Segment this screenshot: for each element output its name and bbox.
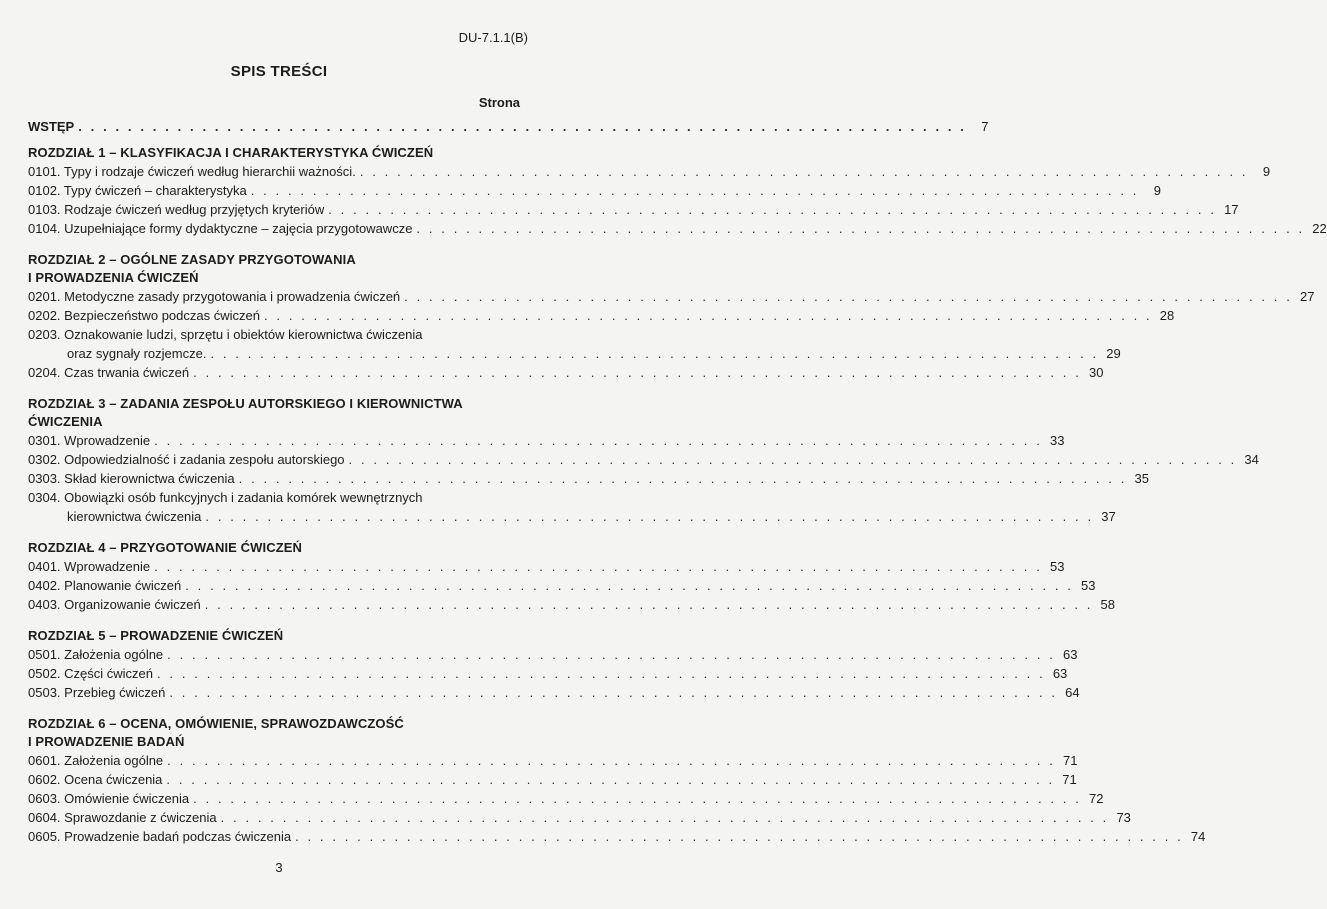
toc-entry-label: 0502. Części ćwiczeń	[28, 666, 153, 681]
toc-chapter	[28, 395, 1259, 533]
toc-entry-label: 0301. Wprowadzenie	[28, 433, 151, 448]
dot-leader: . . . . . . . . . . . . . . . . . . . . . . . . . . . . . . . . . . . . . . . . . . . . . . . . . . . . . . . . . . . . . . . . . . . . . . . .	[416, 221, 1305, 236]
toc-entry-label: 0503. Przebieg ćwiczeń	[28, 685, 166, 700]
toc-entry-row	[28, 450, 1259, 469]
toc-chapter	[28, 627, 1080, 709]
document-code: DU-7.1.1(B)	[458, 30, 528, 45]
toc-entry-label: 0201. Metodyczne zasady przygotowania i prowadzenia ćwiczeń	[28, 289, 401, 304]
toc-entry-label: 0104. Uzupełniające formy dydaktyczne – zajęcia przygotowawcze	[28, 221, 413, 236]
chapter-heading	[28, 539, 526, 557]
chapter-heading	[28, 144, 526, 162]
toc-entry-page: 27	[1299, 289, 1315, 304]
toc-entry-row	[28, 287, 1315, 306]
toc-entry-label: 0202. Bezpieczeństwo podczas ćwiczeń	[28, 308, 260, 323]
toc-chapter	[28, 539, 1116, 621]
toc-entry-label: 0103. Rodzaje ćwiczeń według przyjętych kryteriów	[28, 202, 325, 217]
toc-entry-row	[28, 200, 1239, 219]
toc-entry-page: 29	[1106, 346, 1121, 361]
chapter-heading-line: ROZDZIAŁ 5 – PROWADZENIE ĆWICZEŃ	[28, 628, 284, 643]
table-of-contents	[28, 117, 1327, 853]
dot-leader: . . . . . . . . . . . . . . . . . . . . . . . . . . . . . . . . . . . . . . . . . . . . . . . . . . . . . . . . . . . . . . . . . . . . . . . .	[359, 164, 1249, 179]
dot-leader: . . . . . . . . . . . . . . . . . . . . . . . . . . . . . . . . . . . . . . . . . . . . . . . . . . . . . . . . . . . . . . . . . . . . . . . .	[204, 597, 1094, 612]
dot-leader: . . . . . . . . . . . . . . . . . . . . . . . . . . . . . . . . . . . . . . . . . . . . . . . . . . . . . . . . . . . . . . . . . . . . . . . .	[404, 289, 1293, 304]
toc-entry-page: 37	[1101, 509, 1116, 524]
toc-entry-row	[28, 557, 1065, 576]
toc-entry-row	[28, 770, 1077, 789]
toc-entry-page: 53	[1049, 559, 1065, 574]
toc-entry-page: 71	[1063, 753, 1078, 768]
toc-entry-row	[28, 827, 1206, 846]
chapter-heading-line: ROZDZIAŁ 3 – ZADANIA ZESPOŁU AUTORSKIEGO I KIEROWNICTWA	[28, 396, 463, 411]
chapter-heading-line: I PROWADZENIA ĆWICZEŃ	[28, 270, 199, 285]
chapter-heading	[28, 627, 526, 645]
toc-entry-row	[28, 789, 1104, 808]
toc-intro-label: WSTĘP	[28, 119, 75, 134]
toc-entry-label: 0403. Organizowanie ćwiczeń	[28, 597, 201, 612]
toc-entry-label: 0604. Sprawozdanie z ćwiczenia	[28, 810, 217, 825]
toc-entry-row	[28, 325, 526, 344]
toc-entry-row	[28, 181, 1161, 200]
dot-leader: . . . . . . . . . . . . . . . . . . . . . . . . . . . . . . . . . . . . . . . . . . . . . . . . . . . . . . . . . . . . . . . . . . . . . . . .	[167, 753, 1056, 768]
toc-chapter	[28, 144, 1327, 245]
toc-entry-continuation-row	[28, 344, 1121, 363]
toc-entry-label: 0101. Typy i rodzaje ćwiczeń według hierarchii ważności.	[28, 164, 356, 179]
toc-entry-label: 0602. Ocena ćwiczenia	[28, 772, 163, 787]
toc-entry-row	[28, 431, 1065, 450]
toc-entry-page: 35	[1134, 471, 1149, 486]
toc-chapter	[28, 251, 1315, 389]
chapter-heading-line: ROZDZIAŁ 1 – KLASYFIKACJA I CHARAKTERYSTYKA ĆWICZEŃ	[28, 145, 434, 160]
toc-entry-row	[28, 162, 1271, 181]
toc-entry-label: 0605. Prowadzenie badań podczas ćwiczenia	[28, 829, 292, 844]
toc-entry-label: 0203. Oznakowanie ludzi, sprzętu i obiektów kierownictwa ćwiczenia	[28, 327, 423, 342]
chapter-heading-line: ĆWICZENIA	[28, 414, 103, 429]
toc-entry-page: 17	[1224, 202, 1239, 217]
chapter-spacer	[28, 526, 526, 533]
chapter-spacer	[28, 846, 526, 853]
chapter-heading-line: ROZDZIAŁ 6 – OCENA, OMÓWIENIE, SPRAWOZDAWCZOŚĆ	[28, 716, 404, 731]
toc-entry-page: 28	[1159, 308, 1175, 323]
toc-entry-page: 73	[1116, 810, 1131, 825]
chapter-spacer	[28, 238, 526, 245]
toc-entry-row	[28, 645, 1078, 664]
toc-entry-label: 0601. Założenia ogólne	[28, 753, 164, 768]
chapter-spacer	[28, 382, 526, 389]
dot-leader: . . . . . . . . . . . . . . . . . . . . . . . . . . . . . . . . . . . . . . . . . . . . . . . . . . . . . . . . . . . . . . . . . . . . . . . .	[220, 810, 1109, 825]
toc-entry-page: 33	[1049, 433, 1065, 448]
toc-entry-row	[28, 219, 1327, 238]
toc-entry-page: 22	[1312, 221, 1327, 236]
toc-entry-label: 0204. Czas trwania ćwiczeń	[28, 365, 190, 380]
toc-entry-page: 34	[1244, 452, 1259, 467]
dot-leader: . . . . . . . . . . . . . . . . . . . . . . . . . . . . . . . . . . . . . . . . . . . . . . . . . . . . . . . . . . . . . . . . . . . . . . . .	[78, 119, 967, 134]
dot-leader: . . . . . . . . . . . . . . . . . . . . . . . . . . . . . . . . . . . . . . . . . . . . . . . . . . . . . . . . . . . . . . . . . . . . . . . .	[185, 578, 1074, 593]
chapter-heading-line: ROZDZIAŁ 2 – OGÓLNE ZASADY PRZYGOTOWANIA	[28, 252, 356, 267]
dot-leader: . . . . . . . . . . . . . . . . . . . . . . . . . . . . . . . . . . . . . . . . . . . . . . . . . . . . . . . . . . . . . . . . . . . . . . . .	[263, 308, 1153, 323]
dot-leader: . . . . . . . . . . . . . . . . . . . . . . . . . . . . . . . . . . . . . . . . . . . . . . . . . . . . . . . . . . . . . . . . . . . . . . . .	[166, 772, 1055, 787]
toc-entry-label: 0304. Obowiązki osób funkcyjnych i zadania komórek wewnętrznych	[28, 490, 423, 505]
dot-leader: . . . . . . . . . . . . . . . . . . . . . . . . . . . . . . . . . . . . . . . . . . . . . . . . . . . . . . . . . . . . . . . . . . . . . . . .	[328, 202, 1217, 217]
toc-entry-row	[28, 469, 1149, 488]
toc-entry-row	[28, 488, 526, 507]
toc-entry-page: 74	[1190, 829, 1206, 844]
toc-entry-row	[28, 751, 1078, 770]
dot-leader: . . . . . . . . . . . . . . . . . . . . . . . . . . . . . . . . . . . . . . . . . . . . . . . . . . . . . . . . . . . . . . . . . . . . . . . .	[154, 559, 1043, 574]
page-column-header: Strona	[478, 95, 520, 110]
toc-entry-label: 0603. Omówienie ćwiczenia	[28, 791, 190, 806]
toc-entry-page: 72	[1088, 791, 1104, 806]
chapter-heading	[28, 251, 526, 287]
toc-entry-continuation: kierownictwa ćwiczenia	[67, 509, 202, 524]
dot-leader: . . . . . . . . . . . . . . . . . . . . . . . . . . . . . . . . . . . . . . . . . . . . . . . . . . . . . . . . . . . . . . . . . . . . . . . .	[250, 183, 1139, 198]
toc-entry-continuation: oraz sygnały rozjemcze.	[67, 346, 207, 361]
toc-chapter	[28, 715, 1206, 853]
toc-entry-label: 0401. Wprowadzenie	[28, 559, 151, 574]
toc-entry-label: 0402. Planowanie ćwiczeń	[28, 578, 182, 593]
page-title: SPIS TREŚCI	[230, 63, 328, 80]
toc-entry-continuation-row	[28, 507, 1116, 526]
toc-entry-label: 0302. Odpowiedzialność i zadania zespołu autorskiego	[28, 452, 345, 467]
toc-chapters	[28, 144, 1327, 853]
dot-leader: . . . . . . . . . . . . . . . . . . . . . . . . . . . . . . . . . . . . . . . . . . . . . . . . . . . . . . . . . . . . . . . . . . . . . . . .	[348, 452, 1237, 467]
toc-entry-row	[28, 363, 1104, 382]
toc-entry-page: 63	[1052, 666, 1068, 681]
dot-leader: . . . . . . . . . . . . . . . . . . . . . . . . . . . . . . . . . . . . . . . . . . . . . . . . . . . . . . . . . . . . . . . . . . . . . . . .	[193, 365, 1082, 380]
toc-entry-row	[28, 595, 1116, 614]
toc-entry-page: 63	[1063, 647, 1078, 662]
dot-leader: . . . . . . . . . . . . . . . . . . . . . . . . . . . . . . . . . . . . . . . . . . . . . . . . . . . . . . . . . . . . . . . . . . . . . . . .	[205, 509, 1094, 524]
chapter-heading-line: ROZDZIAŁ 4 – PRZYGOTOWANIE ĆWICZEŃ	[28, 540, 303, 555]
toc-entry-row	[28, 683, 1080, 702]
toc-entry-page: 9	[1153, 183, 1161, 198]
dot-leader: . . . . . . . . . . . . . . . . . . . . . . . . . . . . . . . . . . . . . . . . . . . . . . . . . . . . . . . . . . . . . . . . . . . . . . . .	[169, 685, 1058, 700]
toc-entry-page: 53	[1081, 578, 1096, 593]
chapter-heading	[28, 715, 526, 751]
chapter-spacer	[28, 614, 526, 621]
toc-entry-row	[28, 664, 1068, 683]
dot-leader: . . . . . . . . . . . . . . . . . . . . . . . . . . . . . . . . . . . . . . . . . . . . . . . . . . . . . . . . . . . . . . . . . . . . . . . .	[238, 471, 1127, 486]
toc-entry-label: 0303. Skład kierownictwa ćwiczenia	[28, 471, 235, 486]
toc-entry-label: 0102. Typy ćwiczeń – charakterystyka	[28, 183, 247, 198]
chapter-heading-line: I PROWADZENIE BADAŃ	[28, 734, 185, 749]
chapter-heading	[28, 395, 526, 431]
toc-entry-page: 64	[1065, 685, 1080, 700]
dot-leader: . . . . . . . . . . . . . . . . . . . . . . . . . . . . . . . . . . . . . . . . . . . . . . . . . . . . . . . . . . . . . . . . . . . . . . . .	[167, 647, 1056, 662]
toc-entry-row	[28, 306, 1175, 325]
toc-entry-page: 71	[1062, 772, 1077, 787]
page-number: 3	[275, 860, 283, 875]
toc-entry-row	[28, 808, 1131, 827]
chapter-spacer	[28, 702, 526, 709]
toc-intro-page: 7	[981, 119, 989, 134]
toc-entry-page: 9	[1262, 164, 1271, 179]
toc-intro-row	[28, 117, 989, 136]
dot-leader: . . . . . . . . . . . . . . . . . . . . . . . . . . . . . . . . . . . . . . . . . . . . . . . . . . . . . . . . . . . . . . . . . . . . . . . .	[295, 829, 1184, 844]
toc-entry-page: 30	[1088, 365, 1104, 380]
dot-leader: . . . . . . . . . . . . . . . . . . . . . . . . . . . . . . . . . . . . . . . . . . . . . . . . . . . . . . . . . . . . . . . . . . . . . . . .	[193, 791, 1082, 806]
toc-entry-row	[28, 576, 1096, 595]
toc-entry-label: 0501. Założenia ogólne	[28, 647, 164, 662]
dot-leader: . . . . . . . . . . . . . . . . . . . . . . . . . . . . . . . . . . . . . . . . . . . . . . . . . . . . . . . . . . . . . . . . . . . . . . . .	[154, 433, 1043, 448]
dot-leader: . . . . . . . . . . . . . . . . . . . . . . . . . . . . . . . . . . . . . . . . . . . . . . . . . . . . . . . . . . . . . . . . . . . . . . . .	[157, 666, 1046, 681]
toc-entry-page: 58	[1100, 597, 1116, 612]
dot-leader: . . . . . . . . . . . . . . . . . . . . . . . . . . . . . . . . . . . . . . . . . . . . . . . . . . . . . . . . . . . . . . . . . . . . . . . .	[210, 346, 1099, 361]
